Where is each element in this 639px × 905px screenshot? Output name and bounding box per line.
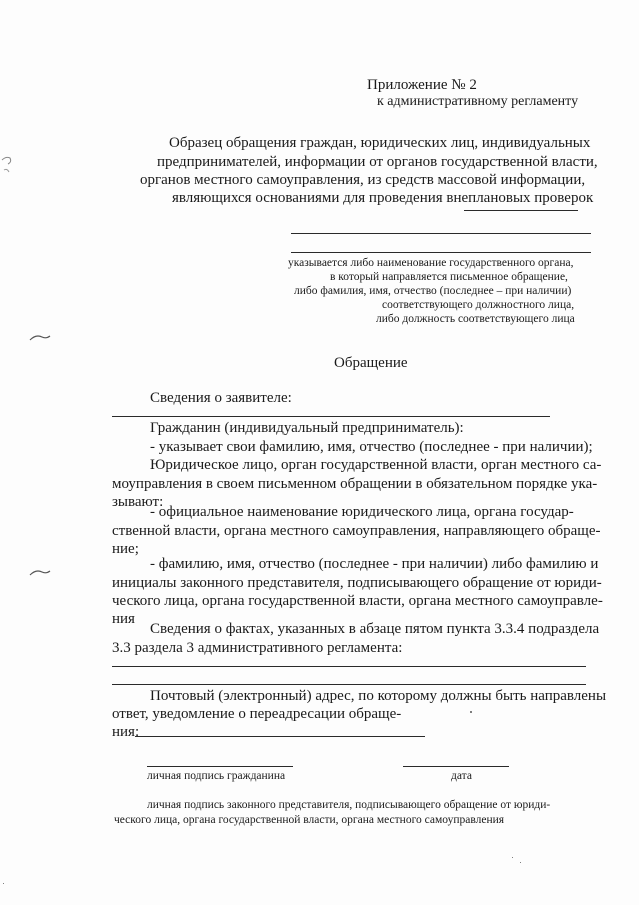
- facts-answer-line: [112, 684, 586, 685]
- official-name-line: ственной власти, органа местного самоуправления, направляющего обраще-: [112, 523, 601, 539]
- addressee-line: [291, 233, 591, 234]
- postal-line: ния:: [112, 724, 140, 740]
- addressee-line: [291, 252, 591, 253]
- scan-speck: [512, 857, 513, 858]
- scan-mark-top: [0, 150, 30, 180]
- representative-line: ческого лица, органа государственной власти, органа местного самоуправле-: [112, 593, 603, 609]
- citizen-heading: Гражданин (индивидуальный предприниматель):: [150, 420, 464, 436]
- facts-line: 3.3 раздела 3 административного регламента:: [112, 640, 403, 656]
- legal-entity-line: зывают:: [112, 494, 164, 510]
- addressee-hint-line: либо фамилия, имя, отчество (последнее – при наличии): [294, 285, 572, 297]
- scan-speck: [470, 711, 472, 713]
- representative-line: инициалы законного представителя, подписывающего обращение от юриди-: [112, 575, 602, 591]
- applicant-label: Сведения о заявителе:: [150, 390, 292, 406]
- official-name-line: ние;: [112, 541, 139, 557]
- legal-entity-line: моуправления в своем письменном обращении в обязательном порядке ука-: [112, 476, 598, 492]
- scan-mark-lower: [28, 565, 52, 581]
- postal-line: Почтовый (электронный) адрес, по которому должны быть направлены: [150, 688, 607, 704]
- signature-line: [147, 766, 293, 767]
- addressee-hint-line: соответствующего должностного лица,: [382, 299, 575, 311]
- addressee-hint-line: либо должность соответствующего лица: [376, 313, 575, 325]
- date-label: дата: [451, 770, 472, 782]
- sample-title-line: являющихся основаниями для проведения внеплановых проверок: [172, 190, 594, 206]
- scan-speck: [520, 862, 521, 863]
- document-heading: Обращение: [334, 355, 408, 371]
- title-underline: [464, 210, 578, 211]
- representative-signature-line: личная подпись законного представителя, подписывающего обращение от юриди-: [147, 799, 551, 811]
- representative-line: ния: [112, 611, 135, 627]
- addressee-hint-line: в который направляется письменное обращение,: [330, 271, 568, 283]
- annex-title: Приложение № 2: [367, 77, 477, 93]
- scan-mark-middle: [28, 330, 52, 346]
- legal-entity-line: Юридическое лицо, орган государственной власти, орган местного са-: [150, 457, 602, 473]
- citizen-item: - указывает свои фамилию, имя, отчество (последнее - при наличии);: [150, 439, 593, 455]
- applicant-line: [112, 416, 550, 417]
- scan-speck: [3, 883, 4, 884]
- facts-line: Сведения о фактах, указанных в абзаце пятом пункта 3.3.4 подраздела: [150, 621, 600, 637]
- representative-signature-line: ческого лица, органа государственной власти, органа местного самоуправления: [114, 814, 505, 826]
- sample-title-line: органов местного самоуправления, из средств массовой информации,: [140, 172, 586, 188]
- representative-line: - фамилию, имя, отчество (последнее - при наличии) либо фамилию и: [150, 556, 599, 572]
- sample-title-line: предпринимателей, информации от органов государственной власти,: [157, 154, 598, 170]
- sample-title-line: Образец обращения граждан, юридических лиц, индивидуальных: [169, 135, 591, 151]
- date-line: [403, 766, 509, 767]
- annex-subtitle: к административному регламенту: [377, 94, 579, 109]
- postal-answer-line: [135, 736, 425, 737]
- citizen-signature-label: личная подпись гражданина: [147, 770, 286, 782]
- postal-line: ответ, уведомление о переадресации обраще-: [112, 706, 402, 722]
- official-name-line: - официальное наименование юридического лица, органа государ-: [150, 504, 574, 520]
- addressee-hint-line: указывается либо наименование государственного органа,: [288, 257, 574, 269]
- facts-answer-line: [112, 666, 586, 667]
